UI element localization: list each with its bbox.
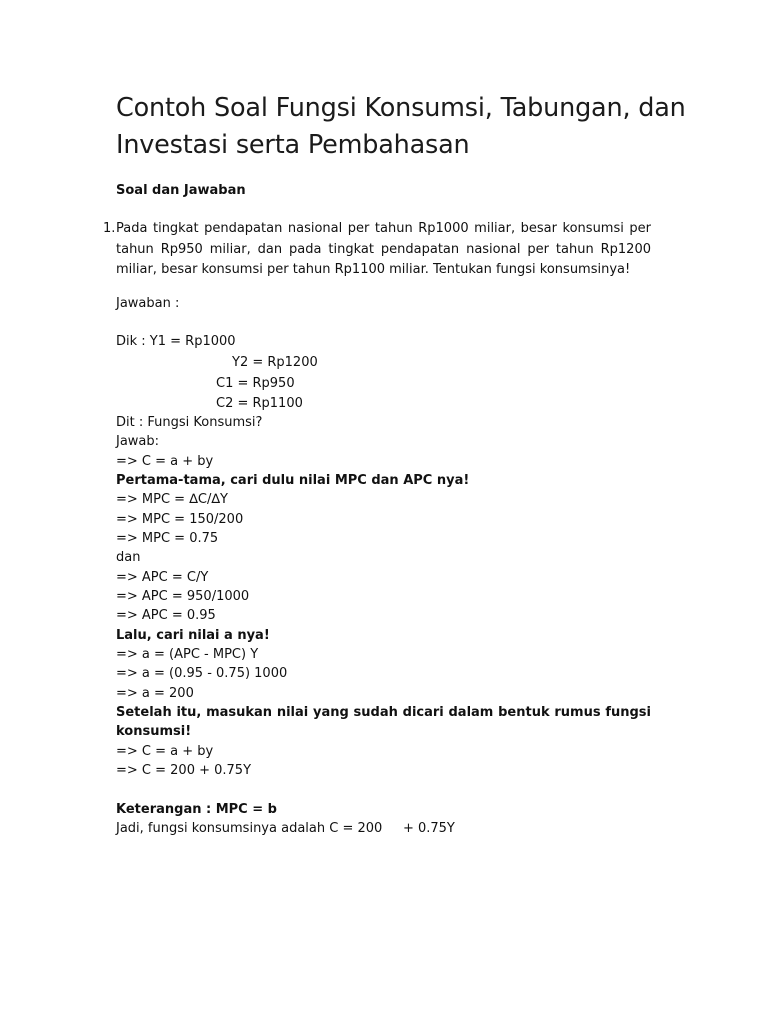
a-result: => a = 200 bbox=[116, 686, 194, 701]
given-y1: Dik : Y1 = Rp1000 bbox=[116, 334, 236, 349]
consumption-formula: => C = a + by bbox=[116, 454, 214, 469]
step-heading-mpc-apc: Pertama-tama, cari dulu nilai MPC dan APC nya! bbox=[116, 473, 470, 488]
final-result: => C = 200 + 0.75Y bbox=[116, 763, 252, 778]
answer-label: Jawaban : bbox=[116, 296, 180, 311]
question-number: 1. bbox=[103, 221, 116, 236]
a-calculation: => a = (0.95 - 0.75) 1000 bbox=[116, 666, 288, 681]
step-heading-a: Lalu, cari nilai a nya! bbox=[116, 628, 270, 643]
conclusion: Jadi, fungsi konsumsinya adalah C = 200 + 0.75Y bbox=[116, 821, 455, 836]
page-title: Contoh Soal Fungsi Konsumsi, Tabungan, dan Investasi serta Pembahasan bbox=[116, 93, 686, 160]
mpc-result: => MPC = 0.75 bbox=[116, 531, 219, 546]
jawab-label: Jawab: bbox=[116, 434, 160, 449]
apc-result: => APC = 0.95 bbox=[116, 608, 216, 623]
given-y2: Y2 = Rp1200 bbox=[232, 355, 318, 370]
mpc-formula: => MPC = ∆C/∆Y bbox=[116, 492, 228, 507]
section-subtitle: Soal dan Jawaban bbox=[116, 183, 246, 198]
final-formula: => C = a + by bbox=[116, 744, 214, 759]
step-heading-final-line1: Setelah itu, masukan nilai yang sudah dicari dalam bentuk rumus fungsi bbox=[116, 705, 651, 720]
apc-calculation: => APC = 950/1000 bbox=[116, 589, 250, 604]
step-heading-final-line2: konsumsi! bbox=[116, 724, 192, 739]
note-mpc: Keterangan : MPC = b bbox=[116, 802, 277, 817]
given-c1: C1 = Rp950 bbox=[216, 376, 295, 391]
mpc-calculation: => MPC = 150/200 bbox=[116, 512, 244, 527]
conjunction-dan: dan bbox=[116, 550, 141, 565]
asked-line: Dit : Fungsi Konsumsi? bbox=[116, 415, 263, 430]
question-text: Pada tingkat pendapatan nasional per tahun Rp1000 miliar, besar konsumsi per tahun Rp950 miliar, dan pada tingkat pendapatan nasional per tahun Rp1200 miliar, besar konsumsi per tahun Rp1100 miliar. Tentukan fungsi konsumsinya! bbox=[116, 221, 651, 277]
given-c2: C2 = Rp1100 bbox=[216, 396, 303, 411]
a-formula: => a = (APC - MPC) Y bbox=[116, 647, 259, 662]
apc-formula: => APC = C/Y bbox=[116, 570, 209, 585]
